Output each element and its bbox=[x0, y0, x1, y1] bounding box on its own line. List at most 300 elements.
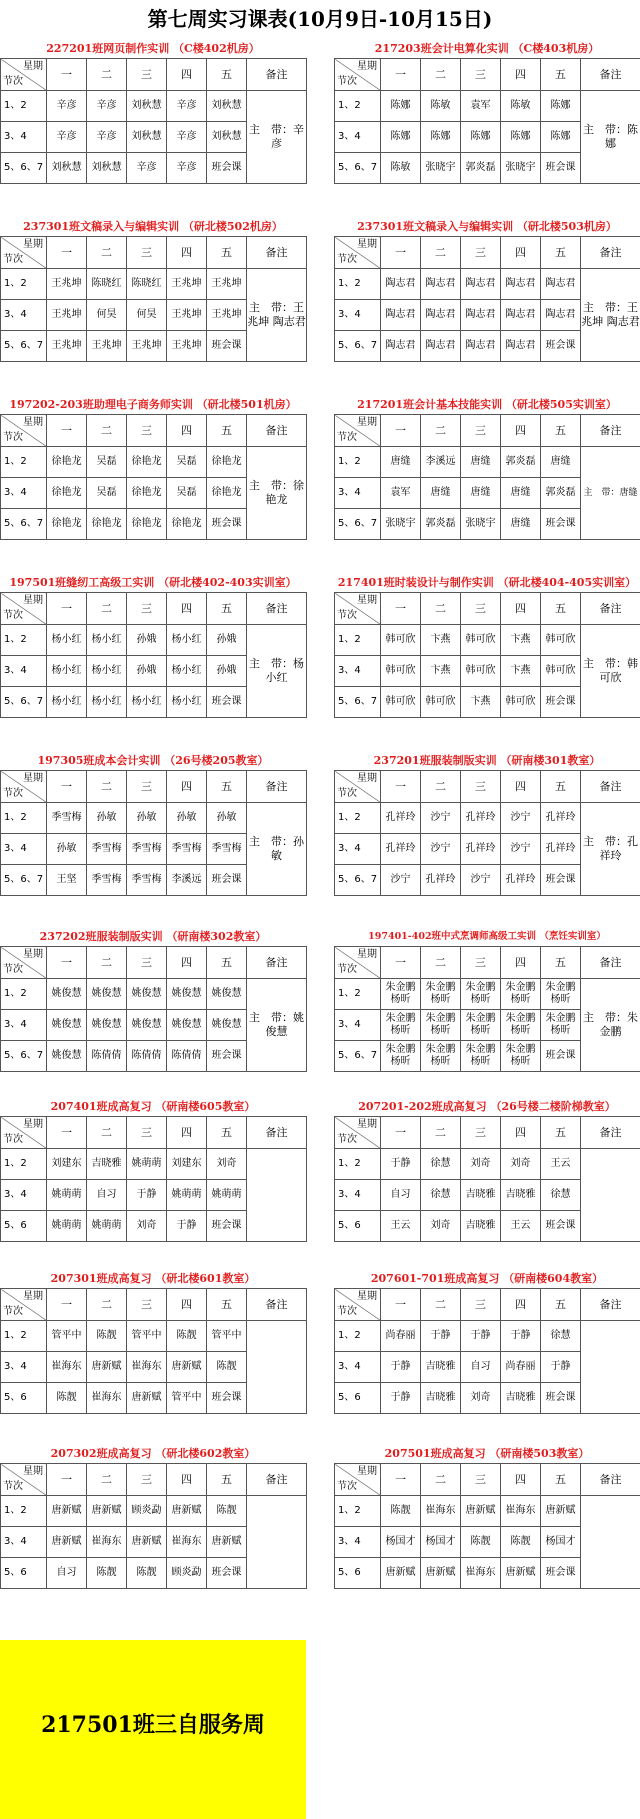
day-header: 三 bbox=[127, 771, 167, 803]
table-row bbox=[1, 1321, 307, 1352]
teacher-cell: 陈娜 bbox=[381, 91, 421, 122]
day-header: 四 bbox=[167, 1117, 207, 1149]
course-schedule bbox=[334, 1270, 640, 1414]
course-title: 237201班服装制版实训 （研南楼301教室） bbox=[373, 754, 601, 767]
period-cell: 3、4 bbox=[1, 1180, 47, 1211]
teacher-cell: 卞燕 bbox=[501, 656, 541, 687]
period-cell: 3、4 bbox=[335, 1180, 381, 1211]
diagonal-header-cell bbox=[1, 1289, 47, 1321]
day-header: 三 bbox=[461, 59, 501, 91]
course-schedule bbox=[0, 218, 306, 362]
teacher-cell: 姚萌萌 bbox=[47, 1211, 87, 1242]
teacher-cell: 陈靓 bbox=[207, 1352, 247, 1383]
day-header: 二 bbox=[87, 59, 127, 91]
day-header: 五 bbox=[541, 59, 581, 91]
teacher-cell: 王兆坤 bbox=[167, 269, 207, 300]
teacher-cell: 于静 bbox=[167, 1211, 207, 1242]
teacher-cell: 王兆坤 bbox=[167, 331, 207, 362]
teacher-cell: 辛彦 bbox=[167, 91, 207, 122]
teacher-cell: 崔海东 bbox=[87, 1383, 127, 1414]
week-label: 星期 bbox=[23, 61, 43, 72]
teacher-cell: 杨小红 bbox=[167, 625, 207, 656]
teacher-cell: 唐新赋 bbox=[127, 1383, 167, 1414]
period-cell: 1、2 bbox=[335, 979, 381, 1010]
teacher-cell: 王云 bbox=[381, 1211, 421, 1242]
page-title: 第七周实习课表(10月9日-10月15日) bbox=[147, 7, 493, 31]
period-label: 节次 bbox=[3, 76, 23, 87]
teacher-cell: 张晓宇 bbox=[381, 509, 421, 540]
teacher-cell: 孔祥玲 bbox=[421, 865, 461, 896]
period-cell: 5、6、7 bbox=[335, 687, 381, 718]
teacher-cell: 班会课 bbox=[541, 509, 581, 540]
course-title: 197202-203班助理电子商务师实训 （研北楼501机房） bbox=[9, 398, 297, 411]
teacher-cell: 吉晓雅 bbox=[461, 1180, 501, 1211]
teacher-cell: 唐缝 bbox=[461, 447, 501, 478]
day-header: 二 bbox=[421, 59, 461, 91]
teacher-cell: 崔海东 bbox=[127, 1352, 167, 1383]
day-header: 三 bbox=[461, 947, 501, 979]
teacher-cell: 姚萌萌 bbox=[127, 1149, 167, 1180]
teacher-cell: 班会课 bbox=[207, 331, 247, 362]
teacher-cell: 于静 bbox=[541, 1352, 581, 1383]
teacher-cell: 朱金鹏 杨昕 bbox=[461, 979, 501, 1010]
teacher-cell: 班会课 bbox=[541, 331, 581, 362]
teacher-cell: 辛彦 bbox=[47, 91, 87, 122]
teacher-cell: 陶志君 bbox=[541, 300, 581, 331]
period-cell: 1、2 bbox=[335, 447, 381, 478]
day-header: 三 bbox=[127, 59, 167, 91]
diagonal-header-cell bbox=[335, 1117, 381, 1149]
teacher-cell: 徐艳龙 bbox=[47, 478, 87, 509]
period-label: 节次 bbox=[3, 432, 23, 443]
day-header: 二 bbox=[421, 1289, 461, 1321]
week-label: 星期 bbox=[23, 1291, 43, 1302]
teacher-cell: 朱金鹏 杨昕 bbox=[381, 1041, 421, 1072]
day-header: 四 bbox=[501, 237, 541, 269]
diagonal-header-cell bbox=[1, 947, 47, 979]
teacher-cell: 韩可欣 bbox=[461, 656, 501, 687]
period-cell: 1、2 bbox=[1, 979, 47, 1010]
teacher-cell: 陈娜 bbox=[421, 122, 461, 153]
course-schedule bbox=[0, 574, 306, 718]
teacher-cell: 尚春丽 bbox=[381, 1321, 421, 1352]
schedule-table bbox=[334, 1463, 640, 1589]
note-header: 备注 bbox=[247, 1289, 307, 1321]
period-cell: 1、2 bbox=[335, 269, 381, 300]
teacher-cell: 班会课 bbox=[207, 1211, 247, 1242]
day-header: 五 bbox=[207, 947, 247, 979]
course-title: 217401班时装设计与制作实训 （研北楼404-405实训室） bbox=[337, 576, 637, 589]
teacher-cell: 自习 bbox=[47, 1558, 87, 1589]
course-title: 207302班成高复习 （研北楼602教室） bbox=[50, 1447, 256, 1460]
note-header: 备注 bbox=[581, 1289, 640, 1321]
teacher-cell: 卞燕 bbox=[461, 687, 501, 718]
day-header: 五 bbox=[541, 593, 581, 625]
day-header: 一 bbox=[381, 593, 421, 625]
table-row bbox=[335, 803, 640, 834]
course-title: 207601-701班成高复习 （研南楼604教室） bbox=[370, 1272, 604, 1285]
period-cell: 3、4 bbox=[1, 300, 47, 331]
teacher-cell: 朱金鹏 杨昕 bbox=[541, 979, 581, 1010]
teacher-cell: 刘建东 bbox=[47, 1149, 87, 1180]
teacher-cell: 孙敏 bbox=[47, 834, 87, 865]
period-cell: 1、2 bbox=[1, 447, 47, 478]
course-schedule bbox=[0, 1098, 306, 1242]
day-header: 五 bbox=[207, 415, 247, 447]
schedule-table bbox=[334, 236, 640, 362]
teacher-cell: 王兆坤 bbox=[47, 269, 87, 300]
table-row bbox=[1, 91, 307, 122]
teacher-cell: 辛彦 bbox=[127, 153, 167, 184]
note-header: 备注 bbox=[581, 771, 640, 803]
day-header: 三 bbox=[461, 593, 501, 625]
day-header: 四 bbox=[167, 237, 207, 269]
table-row bbox=[335, 1496, 640, 1527]
teacher-cell: 孙娥 bbox=[207, 656, 247, 687]
course-schedule bbox=[334, 396, 640, 540]
period-cell: 1、2 bbox=[1, 269, 47, 300]
course-schedule bbox=[0, 1445, 306, 1589]
teacher-cell: 姚萌萌 bbox=[207, 1180, 247, 1211]
teacher-cell: 陈倩倩 bbox=[87, 1041, 127, 1072]
teacher-cell: 袁军 bbox=[461, 91, 501, 122]
teacher-cell: 陶志君 bbox=[381, 300, 421, 331]
teacher-cell: 唐缝 bbox=[541, 447, 581, 478]
teacher-cell: 吉晓雅 bbox=[421, 1352, 461, 1383]
schedule-table bbox=[334, 1288, 640, 1414]
teacher-cell: 杨小红 bbox=[47, 656, 87, 687]
teacher-cell: 李溪远 bbox=[167, 865, 207, 896]
teacher-cell: 唐新赋 bbox=[541, 1496, 581, 1527]
period-cell: 5、6、7 bbox=[335, 509, 381, 540]
teacher-cell: 吴磊 bbox=[87, 478, 127, 509]
teacher-cell: 刘奇 bbox=[127, 1211, 167, 1242]
diagonal-header-cell bbox=[335, 593, 381, 625]
teacher-cell: 吉晓雅 bbox=[421, 1383, 461, 1414]
teacher-cell: 孙敏 bbox=[167, 803, 207, 834]
teacher-cell: 卞燕 bbox=[421, 656, 461, 687]
schedule-table bbox=[0, 414, 307, 540]
day-header: 四 bbox=[501, 415, 541, 447]
teacher-cell: 陈靓 bbox=[47, 1383, 87, 1414]
teacher-cell: 陈靓 bbox=[87, 1321, 127, 1352]
teacher-cell: 刘秋慧 bbox=[207, 122, 247, 153]
period-cell: 3、4 bbox=[1, 1352, 47, 1383]
teacher-cell: 刘建东 bbox=[167, 1149, 207, 1180]
course-title: 207501班成高复习 （研南楼503教室） bbox=[384, 1447, 590, 1460]
teacher-cell: 袁军 bbox=[381, 478, 421, 509]
schedule-table bbox=[0, 1116, 307, 1242]
period-cell: 3、4 bbox=[335, 478, 381, 509]
teacher-cell: 王兆坤 bbox=[207, 300, 247, 331]
table-header-row bbox=[1, 947, 307, 979]
teacher-cell: 孔祥玲 bbox=[541, 803, 581, 834]
teacher-cell: 季雪梅 bbox=[127, 865, 167, 896]
week-label: 星期 bbox=[357, 1466, 377, 1477]
teacher-cell: 唐新赋 bbox=[87, 1352, 127, 1383]
diagonal-header-cell bbox=[335, 947, 381, 979]
period-cell: 5、6 bbox=[335, 1558, 381, 1589]
note-header: 备注 bbox=[581, 593, 640, 625]
teacher-cell: 刘秋慧 bbox=[87, 153, 127, 184]
period-cell: 5、6、7 bbox=[335, 153, 381, 184]
day-header: 三 bbox=[461, 237, 501, 269]
period-cell: 1、2 bbox=[1, 625, 47, 656]
table-row bbox=[335, 1321, 640, 1352]
teacher-cell: 张晓宇 bbox=[421, 153, 461, 184]
period-label: 节次 bbox=[3, 254, 23, 265]
day-header: 二 bbox=[87, 771, 127, 803]
teacher-cell: 杨小红 bbox=[47, 687, 87, 718]
day-header: 一 bbox=[47, 1289, 87, 1321]
teacher-cell: 顾炎勐 bbox=[127, 1496, 167, 1527]
teacher-cell: 辛彦 bbox=[167, 122, 207, 153]
day-header: 五 bbox=[207, 771, 247, 803]
teacher-cell: 班会课 bbox=[207, 1558, 247, 1589]
teacher-cell: 刘奇 bbox=[501, 1149, 541, 1180]
period-cell: 5、6、7 bbox=[335, 331, 381, 362]
day-header: 五 bbox=[207, 1464, 247, 1496]
teacher-cell: 孔祥玲 bbox=[541, 834, 581, 865]
period-label: 节次 bbox=[3, 1306, 23, 1317]
teacher-cell: 杨小红 bbox=[87, 625, 127, 656]
teacher-cell: 陶志君 bbox=[421, 331, 461, 362]
teacher-cell: 陈娜 bbox=[541, 122, 581, 153]
teacher-cell: 陈倩倩 bbox=[167, 1041, 207, 1072]
table-header-row bbox=[335, 947, 640, 979]
course-schedule bbox=[334, 928, 640, 1072]
teacher-cell: 季雪梅 bbox=[47, 803, 87, 834]
teacher-cell: 陈娜 bbox=[501, 122, 541, 153]
period-cell: 3、4 bbox=[335, 834, 381, 865]
course-schedule bbox=[0, 1270, 306, 1414]
diagonal-header-cell bbox=[1, 771, 47, 803]
day-header: 三 bbox=[461, 1289, 501, 1321]
table-header-row bbox=[1, 1464, 307, 1496]
period-label: 节次 bbox=[337, 254, 357, 265]
teacher-cell: 杨小红 bbox=[87, 656, 127, 687]
teacher-cell: 郭炎磊 bbox=[501, 447, 541, 478]
diagonal-header-cell bbox=[335, 1289, 381, 1321]
teacher-cell: 自习 bbox=[461, 1352, 501, 1383]
course-schedule bbox=[334, 1445, 640, 1589]
teacher-cell: 朱金鹏 杨昕 bbox=[501, 1041, 541, 1072]
week-label: 星期 bbox=[23, 595, 43, 606]
note-header: 备注 bbox=[247, 947, 307, 979]
table-header-row bbox=[1, 59, 307, 91]
schedule-table bbox=[334, 1116, 640, 1242]
period-cell: 5、6 bbox=[335, 1383, 381, 1414]
teacher-cell: 尚春丽 bbox=[501, 1352, 541, 1383]
teacher-cell: 吴磊 bbox=[167, 478, 207, 509]
teacher-cell: 管平中 bbox=[167, 1383, 207, 1414]
course-title: 207301班成高复习 （研北楼601教室） bbox=[50, 1272, 256, 1285]
period-cell: 1、2 bbox=[335, 625, 381, 656]
teacher-cell: 李溪远 bbox=[421, 447, 461, 478]
teacher-cell: 陈靓 bbox=[87, 1558, 127, 1589]
diagonal-header-cell bbox=[335, 1464, 381, 1496]
period-label: 节次 bbox=[3, 1481, 23, 1492]
table-header-row bbox=[335, 593, 640, 625]
teacher-cell: 杨小红 bbox=[127, 687, 167, 718]
diagonal-header-cell bbox=[335, 415, 381, 447]
period-cell: 1、2 bbox=[1, 803, 47, 834]
teacher-cell: 唐新赋 bbox=[381, 1558, 421, 1589]
teacher-cell: 朱金鹏 杨昕 bbox=[421, 979, 461, 1010]
diagonal-header-cell bbox=[1, 59, 47, 91]
teacher-cell: 陶志君 bbox=[461, 269, 501, 300]
table-row bbox=[335, 625, 640, 656]
table-row bbox=[1, 803, 307, 834]
teacher-cell: 班会课 bbox=[541, 1383, 581, 1414]
period-cell: 5、6、7 bbox=[1, 1041, 47, 1072]
teacher-cell: 徐艳龙 bbox=[47, 447, 87, 478]
day-header: 四 bbox=[501, 1117, 541, 1149]
teacher-cell: 季雪梅 bbox=[207, 834, 247, 865]
note-header: 备注 bbox=[247, 593, 307, 625]
teacher-cell: 吴磊 bbox=[167, 447, 207, 478]
teacher-cell: 崔海东 bbox=[87, 1527, 127, 1558]
period-cell: 5、6 bbox=[335, 1211, 381, 1242]
schedule-table bbox=[334, 770, 640, 896]
table-header-row bbox=[335, 59, 640, 91]
period-cell: 1、2 bbox=[1, 1149, 47, 1180]
teacher-cell: 陶志君 bbox=[541, 269, 581, 300]
day-header: 一 bbox=[47, 947, 87, 979]
teacher-cell: 韩可欣 bbox=[541, 656, 581, 687]
week-label: 星期 bbox=[23, 239, 43, 250]
teacher-cell: 姚俊慧 bbox=[167, 979, 207, 1010]
teacher-cell: 自习 bbox=[87, 1180, 127, 1211]
diagonal-header-cell bbox=[335, 59, 381, 91]
teacher-cell: 陶志君 bbox=[421, 300, 461, 331]
teacher-cell: 唐新赋 bbox=[87, 1496, 127, 1527]
note-header: 备注 bbox=[247, 771, 307, 803]
day-header: 四 bbox=[501, 771, 541, 803]
teacher-cell: 唐新赋 bbox=[167, 1352, 207, 1383]
teacher-cell: 唐新赋 bbox=[207, 1527, 247, 1558]
course-schedule bbox=[0, 396, 306, 540]
day-header: 一 bbox=[47, 593, 87, 625]
day-header: 三 bbox=[127, 1289, 167, 1321]
teacher-cell: 陶志君 bbox=[501, 300, 541, 331]
teacher-cell: 韩可欣 bbox=[381, 625, 421, 656]
teacher-cell: 姚俊慧 bbox=[207, 979, 247, 1010]
table-header-row bbox=[1, 237, 307, 269]
teacher-cell: 班会课 bbox=[207, 509, 247, 540]
day-header: 四 bbox=[167, 59, 207, 91]
day-header: 二 bbox=[87, 947, 127, 979]
teacher-cell: 卞燕 bbox=[501, 625, 541, 656]
teacher-cell: 郭炎磊 bbox=[541, 478, 581, 509]
day-header: 一 bbox=[381, 1289, 421, 1321]
week-label: 星期 bbox=[23, 1466, 43, 1477]
table-header-row bbox=[1, 1289, 307, 1321]
teacher-cell: 孙娥 bbox=[127, 656, 167, 687]
teacher-cell: 徐艳龙 bbox=[47, 509, 87, 540]
teacher-cell: 陈靓 bbox=[381, 1496, 421, 1527]
week-label: 星期 bbox=[357, 949, 377, 960]
teacher-cell: 徐艳龙 bbox=[207, 447, 247, 478]
day-header: 一 bbox=[381, 59, 421, 91]
teacher-cell: 陈靓 bbox=[461, 1527, 501, 1558]
teacher-cell: 孔祥玲 bbox=[461, 803, 501, 834]
note-header: 备注 bbox=[247, 59, 307, 91]
note-header: 备注 bbox=[581, 59, 640, 91]
week-label: 星期 bbox=[357, 773, 377, 784]
diagonal-header-cell bbox=[335, 771, 381, 803]
schedule-table bbox=[0, 592, 307, 718]
day-header: 三 bbox=[127, 1464, 167, 1496]
teacher-cell: 杨小红 bbox=[87, 687, 127, 718]
note-header: 备注 bbox=[247, 1117, 307, 1149]
teacher-cell: 陈靓 bbox=[167, 1321, 207, 1352]
course-schedule bbox=[0, 40, 306, 184]
teacher-cell: 姚俊慧 bbox=[167, 1010, 207, 1041]
teacher-cell: 顾炎勐 bbox=[167, 1558, 207, 1589]
day-header: 五 bbox=[207, 593, 247, 625]
period-cell: 5、6 bbox=[1, 1211, 47, 1242]
teacher-cell: 季雪梅 bbox=[127, 834, 167, 865]
teacher-cell: 韩可欣 bbox=[421, 687, 461, 718]
day-header: 五 bbox=[541, 1289, 581, 1321]
day-header: 三 bbox=[461, 415, 501, 447]
teacher-cell: 陈晓红 bbox=[87, 269, 127, 300]
teacher-cell: 刘奇 bbox=[421, 1211, 461, 1242]
day-header: 一 bbox=[47, 237, 87, 269]
teacher-cell: 徐慧 bbox=[541, 1180, 581, 1211]
teacher-cell: 管平中 bbox=[47, 1321, 87, 1352]
teacher-cell: 王兆坤 bbox=[47, 300, 87, 331]
period-cell: 1、2 bbox=[335, 1496, 381, 1527]
day-header: 四 bbox=[501, 1464, 541, 1496]
table-row bbox=[1, 1149, 307, 1180]
teacher-cell: 杨小红 bbox=[167, 687, 207, 718]
teacher-cell: 沙宁 bbox=[381, 865, 421, 896]
teacher-cell: 徐艳龙 bbox=[167, 509, 207, 540]
table-header-row bbox=[1, 415, 307, 447]
period-cell: 3、4 bbox=[1, 834, 47, 865]
note-header: 备注 bbox=[581, 237, 640, 269]
teacher-cell: 徐慧 bbox=[421, 1149, 461, 1180]
course-schedule bbox=[334, 574, 640, 718]
period-cell: 1、2 bbox=[335, 1149, 381, 1180]
teacher-cell: 杨国才 bbox=[381, 1527, 421, 1558]
day-header: 一 bbox=[381, 415, 421, 447]
table-row bbox=[1, 625, 307, 656]
teacher-cell: 陈靓 bbox=[207, 1496, 247, 1527]
teacher-cell: 孙敏 bbox=[127, 803, 167, 834]
note-cell: 主 带：唐缝 bbox=[581, 447, 640, 540]
teacher-cell: 徐艳龙 bbox=[127, 509, 167, 540]
period-cell: 3、4 bbox=[335, 1352, 381, 1383]
day-header: 一 bbox=[381, 1464, 421, 1496]
teacher-cell: 张晓宇 bbox=[501, 153, 541, 184]
course-schedule bbox=[334, 40, 640, 184]
note-cell: 主 带：朱金鹏 bbox=[581, 979, 640, 1072]
teacher-cell: 陈娜 bbox=[461, 122, 501, 153]
period-cell: 5、6、7 bbox=[1, 687, 47, 718]
course-schedule bbox=[0, 752, 306, 896]
day-header: 四 bbox=[501, 593, 541, 625]
teacher-cell: 班会课 bbox=[207, 1383, 247, 1414]
note-cell: 主 带：韩可欣 bbox=[581, 625, 640, 718]
teacher-cell: 辛彦 bbox=[47, 122, 87, 153]
period-cell: 3、4 bbox=[1, 1527, 47, 1558]
teacher-cell: 班会课 bbox=[207, 1041, 247, 1072]
table-row bbox=[335, 979, 640, 1010]
period-cell: 5、6、7 bbox=[335, 1041, 381, 1072]
